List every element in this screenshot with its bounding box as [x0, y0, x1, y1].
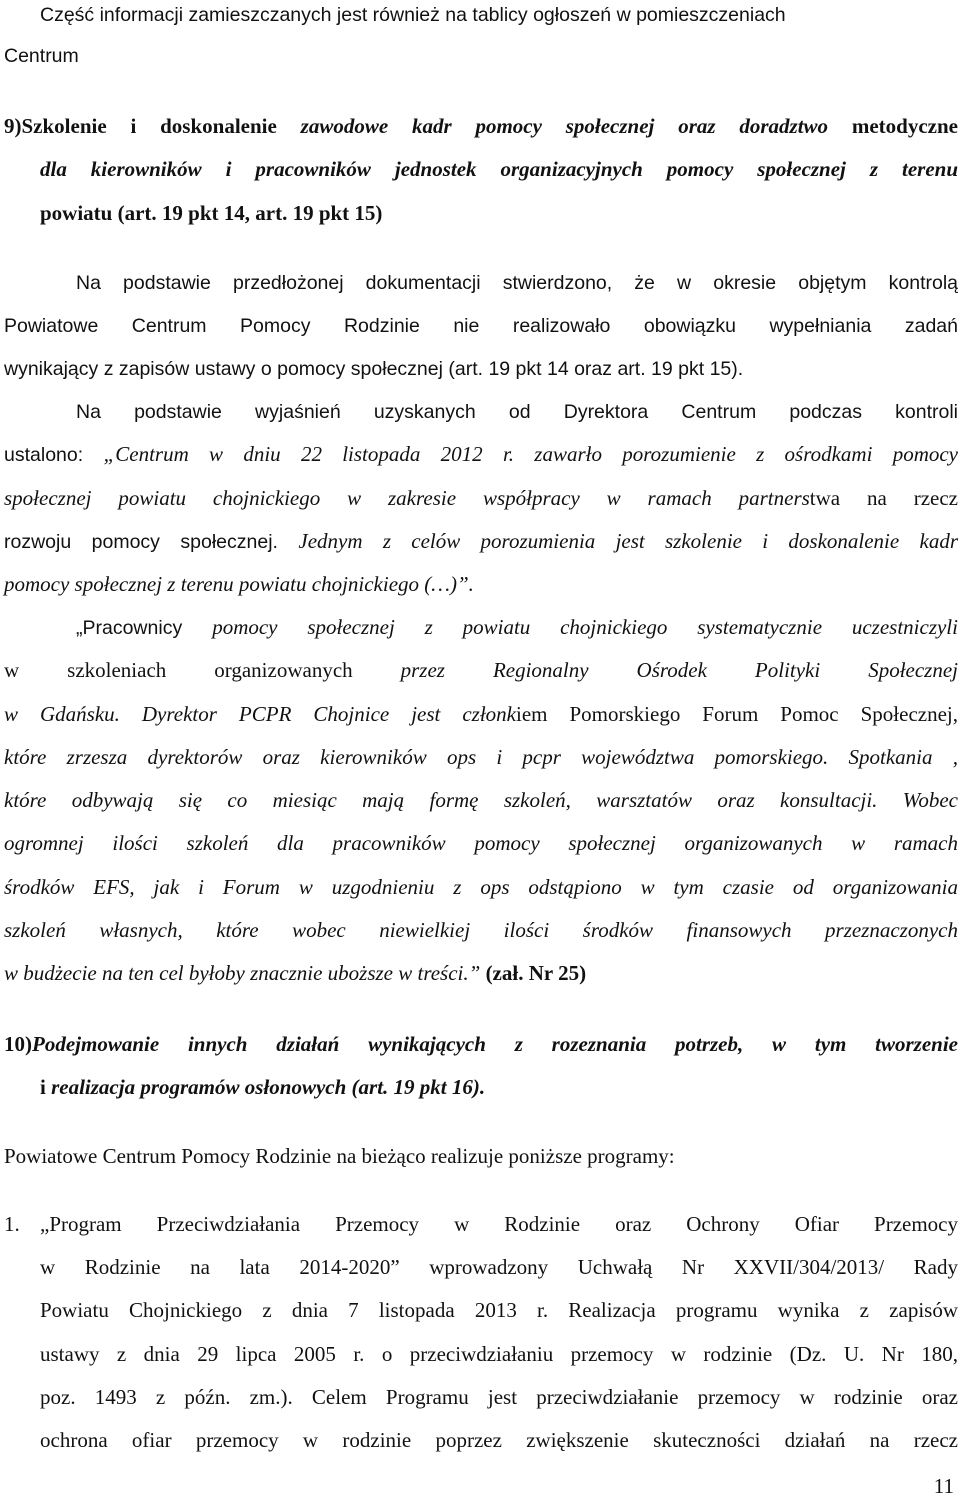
text-segment: metodyczne: [828, 114, 958, 138]
text-line: [40, 1210, 958, 1238]
text-segment: i: [40, 1075, 52, 1099]
text-line: [4, 527, 958, 556]
text-segment: środków EFS, jak i Forum w uzgodnieniu z ops odstąpiono w tym czasie od organizowania: [4, 875, 958, 899]
text-segment: wynikający z zapisów ustawy o pomocy społecznej (art. 19 pkt 14 oraz art. 19 pkt 15).: [4, 358, 744, 380]
text-line: [4, 656, 958, 684]
text-line: [4, 484, 958, 512]
text-segment: Na podstawie wyjaśnień uzyskanych od Dyrektora Centrum podczas kontroli: [76, 401, 958, 423]
text-line: [40, 1253, 958, 1281]
text-segment: w Gdańsku. Dyrektor PCPR Chojnice jest członk: [4, 702, 516, 726]
text-segment: twa na rzecz: [809, 486, 958, 510]
text-segment: dla kierowników i pracowników jednostek organizacyjnych pomocy społecznej z terenu: [40, 157, 958, 181]
text-line: [4, 112, 958, 140]
text-segment: przez Regionalny Ośrodek Polityki Społecznej: [400, 658, 958, 682]
text-segment: ogromnej ilości szkoleń dla pracowników pomocy społecznej organizowanych w ramach: [4, 831, 958, 855]
text-segment: w budżecie na ten cel byłoby znacznie uboższe w treści.”: [4, 961, 486, 985]
text-line: [40, 199, 960, 227]
text-segment: ustawy z dnia 29 lipca 2005 r. o przeciwdziałaniu przemocy w rodzinie (Dz. U. Nr 180,: [40, 1342, 958, 1366]
text-segment: Centrum: [4, 45, 79, 67]
text-line: [40, 1383, 958, 1411]
text-line: [40, 1296, 958, 1324]
text-line: [4, 1142, 960, 1170]
text-segment: ustalono:: [4, 444, 104, 466]
text-line: [4, 743, 958, 771]
text-segment: Powiatowe Centrum Pomocy Rodzinie na bieżąco realizuje poniższe programy:: [4, 1144, 675, 1168]
text-line: [40, 1340, 958, 1368]
text-segment: „Program Przeciwdziałania Przemocy w Rodzinie oraz Ochrony Ofiar Przemocy: [40, 1212, 958, 1236]
text-segment: społecznej powiatu chojnickiego w zakresie współpracy w ramach partners: [4, 486, 810, 510]
text-segment: 9)Szkolenie i doskonalenie: [4, 114, 301, 138]
text-line: [4, 829, 958, 857]
text-segment: „Pracownicy: [76, 617, 213, 639]
text-segment: Powiatowe Centrum Pomocy Rodzinie nie realizowało obowiązku wypełniania zadań: [4, 315, 958, 337]
text-segment: 1.: [4, 1212, 20, 1236]
text-segment: „Centrum w dniu 22 listopada 2012 r. zawarło porozumienie z ośrodkami pomocy: [103, 442, 959, 466]
text-segment: zawodowe kadr pomocy społecznej oraz doradztwo: [300, 114, 829, 138]
text-line: [4, 916, 958, 944]
text-segment: Podejmowanie innych działań wynikających z rozeznania potrzeb, w tym tworzenie: [32, 1032, 958, 1056]
text-line: [4, 959, 960, 987]
text-segment: 10): [4, 1032, 32, 1056]
page-number: 11: [933, 1474, 954, 1498]
text-segment: pomocy społecznej z powiatu chojnickiego systematycznie uczestniczyli: [212, 615, 958, 639]
text-segment: w szkoleniach organizowanych: [4, 658, 401, 682]
text-segment: Na podstawie przedłożonej dokumentacji stwierdzono, że w okresie objętym kontrolą: [76, 272, 958, 294]
text-segment: (zał. Nr 25): [485, 961, 587, 985]
text-line: [4, 570, 960, 598]
text-segment: pomocy społecznej z terenu powiatu chojnickiego (…)”.: [4, 572, 474, 596]
text-segment: Część informacji zamieszczanych jest również na tablicy ogłoszeń w pomieszczeniach: [40, 4, 786, 26]
text-segment: które zrzesza dyrektorów oraz kierowników ops i pcpr województwa pomorskiego. Spotkania ,: [4, 745, 958, 769]
text-line: [4, 311, 958, 340]
text-line: [4, 1030, 958, 1058]
text-line: [76, 613, 958, 642]
text-line: [40, 0, 960, 29]
text-segment: Jednym z celów porozumienia jest szkolenie i doskonalenie kadr: [298, 529, 958, 553]
text-segment: poz. 1493 z późn. zm.). Celem Programu jest przeciwdziałanie przemocy w rodzinie oraz: [40, 1385, 958, 1409]
text-line: [40, 1073, 960, 1101]
text-line: [4, 786, 958, 814]
text-segment: szkoleń własnych, które wobec niewielkiej ilości środków finansowych przeznaczonych: [4, 918, 958, 942]
text-line: [76, 397, 958, 426]
text-line: [4, 440, 958, 469]
text-segment: które odbywają się co miesiąc mają formę szkoleń, warsztatów oraz konsultacji. Wobec: [4, 788, 958, 812]
text-line: [4, 354, 960, 383]
text-segment: iem Pomorskiego Forum Pomoc Społecznej,: [516, 702, 959, 726]
text-line: [40, 155, 958, 183]
text-line: [40, 1426, 958, 1454]
text-segment: realizacja programów osłonowych (art. 19 pkt 16).: [51, 1075, 486, 1099]
text-segment: w Rodzinie na lata 2014-2020” wprowadzony Uchwałą Nr XXVII/304/2013/ Rady: [40, 1255, 958, 1279]
text-line: [4, 873, 958, 901]
text-segment: ochrona ofiar przemocy w rodzinie poprzez zwiększenie skuteczności działań na rzecz: [40, 1428, 958, 1452]
text-line: [4, 41, 960, 70]
text-segment: powiatu (art. 19 pkt 14, art. 19 pkt 15): [40, 201, 383, 225]
text-line: [4, 700, 958, 728]
text-segment: Powiatu Chojnickiego z dnia 7 listopada 2013 r. Realizacja programu wynika z zapisów: [40, 1298, 958, 1322]
text-segment: rozwoju pomocy społecznej.: [4, 531, 299, 553]
text-line: [76, 268, 958, 297]
